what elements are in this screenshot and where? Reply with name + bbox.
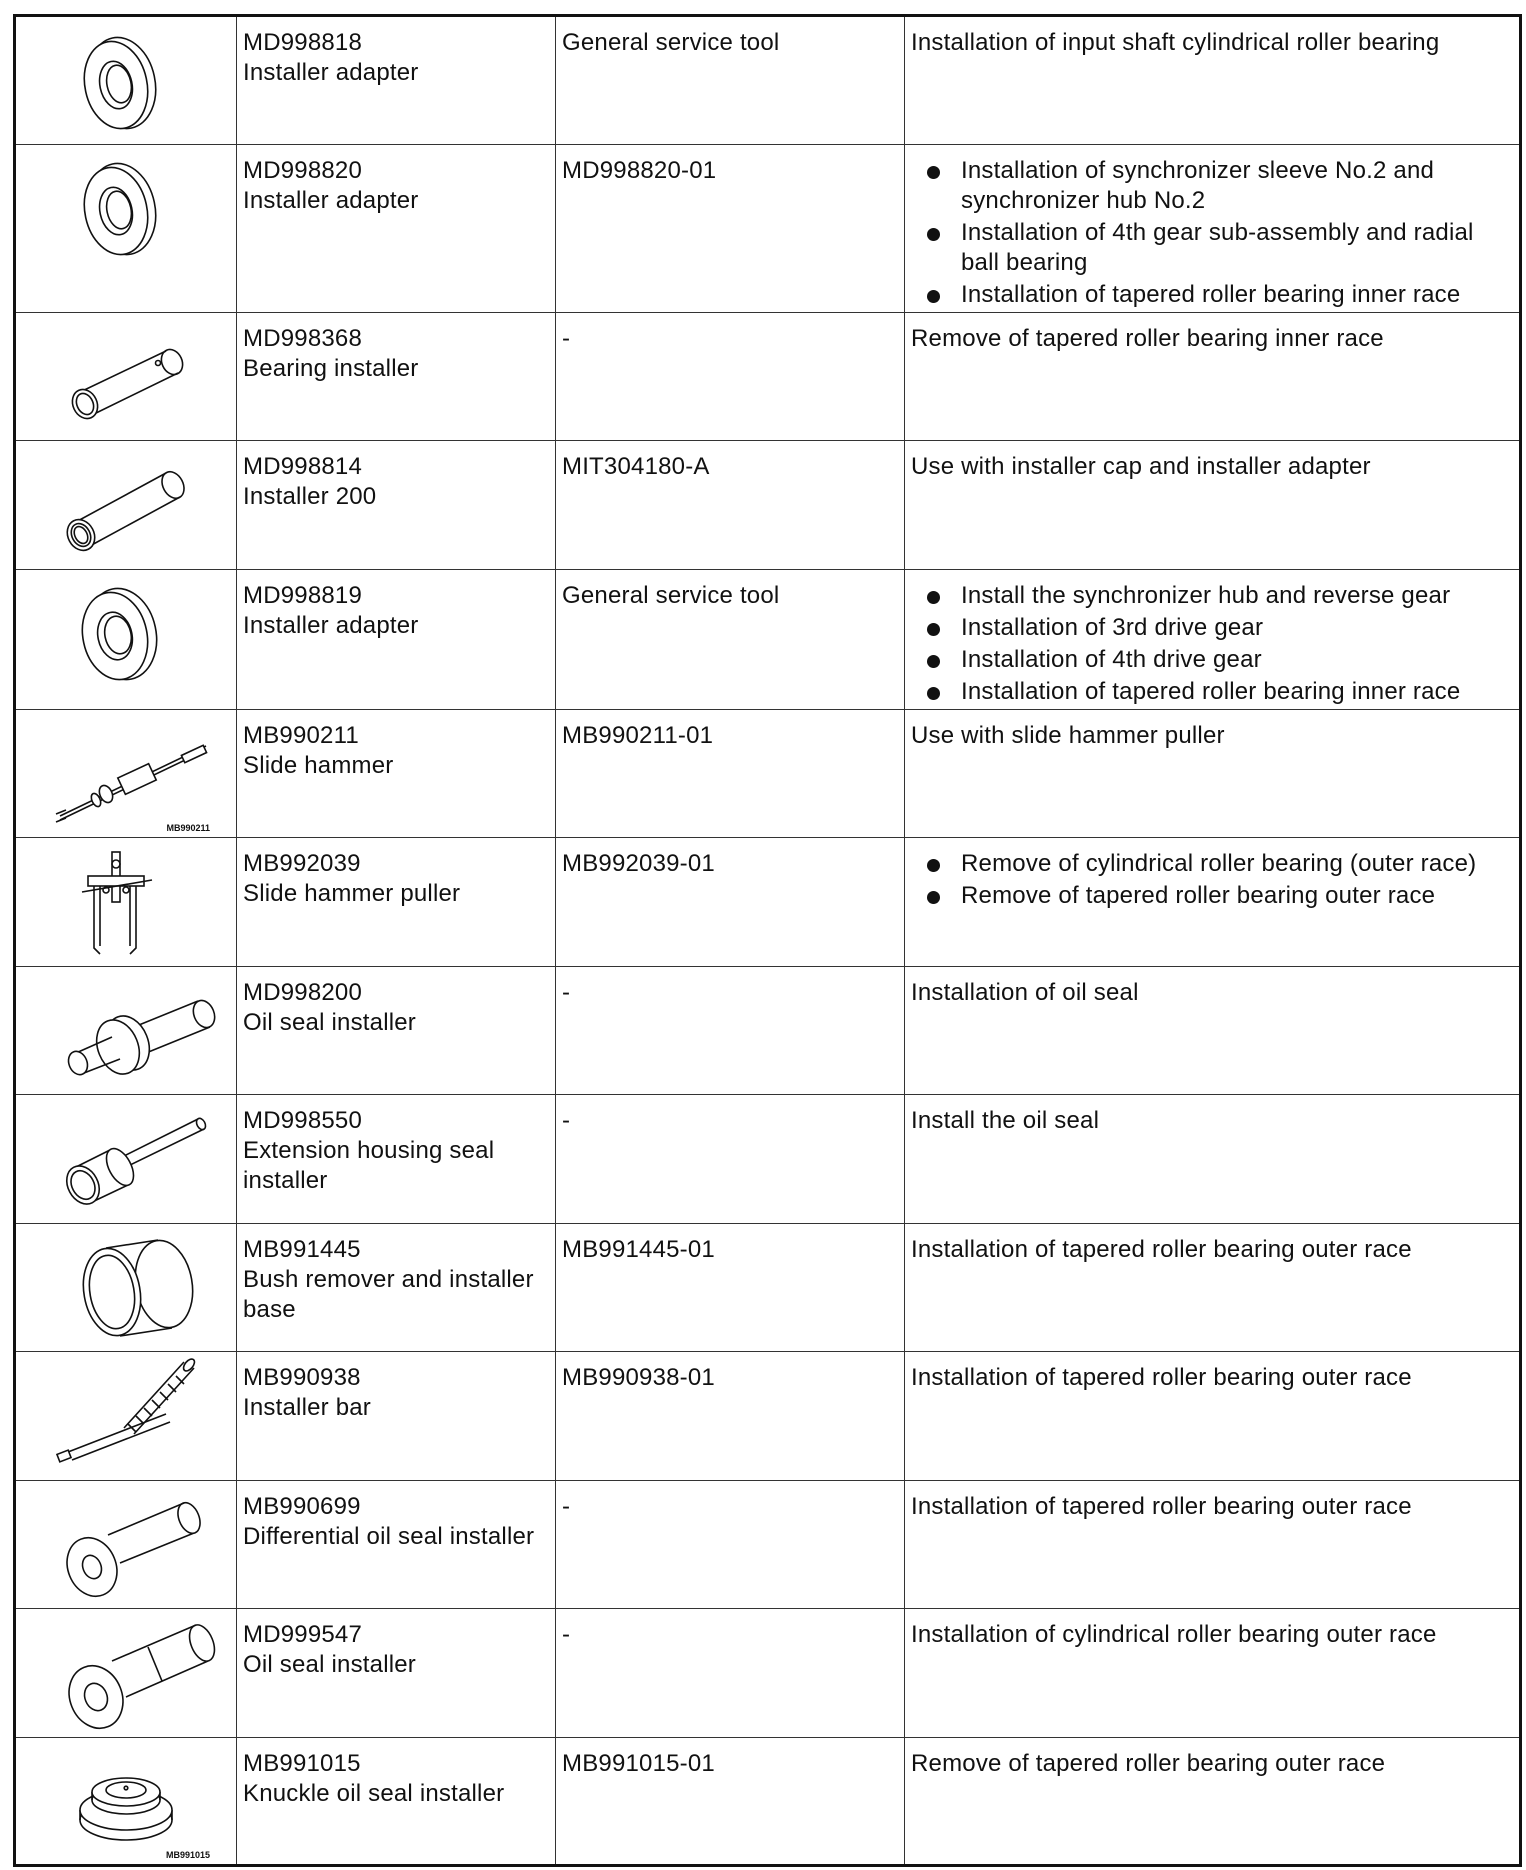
tool-name: Bush remover and installer base <box>243 1265 534 1323</box>
application-cell <box>905 569 1521 709</box>
application-text: Installation of tapered roller bearing outer race <box>911 1492 1412 1520</box>
part-number-cell <box>556 709 905 838</box>
tool-name-cell <box>237 709 556 838</box>
tool-name: Oil seal installer <box>243 1651 416 1678</box>
application-item: Installation of tapered roller bearing inner race <box>911 677 1511 707</box>
tool-code: MB990699 <box>243 1492 361 1520</box>
tool-name-cell <box>237 1095 556 1224</box>
application-cell <box>905 966 1521 1095</box>
tool-illustration-cell <box>15 16 237 145</box>
application-list <box>911 156 1511 310</box>
tool-illustration-cell <box>15 1609 237 1738</box>
seal-installer-icon <box>16 1095 236 1223</box>
application-list <box>911 581 1511 707</box>
application-cell <box>905 1609 1521 1738</box>
part-number-cell <box>556 1737 905 1866</box>
table-row <box>15 1223 1521 1352</box>
part-number: MD998820-01 <box>562 156 717 184</box>
table-row <box>15 1480 1521 1609</box>
part-number-cell <box>556 312 905 441</box>
application-cell <box>905 441 1521 570</box>
table-row <box>15 1609 1521 1738</box>
tool-name-cell <box>237 16 556 145</box>
application-cell <box>905 1095 1521 1224</box>
tool-name-cell <box>237 966 556 1095</box>
application-item: Installation of tapered roller bearing inner race <box>911 280 1511 310</box>
tool-illustration-cell <box>15 1223 237 1352</box>
application-text: Installation of input shaft cylindrical roller bearing <box>911 29 1440 56</box>
application-text: Remove of tapered roller bearing inner race <box>911 324 1384 352</box>
tool-name-cell <box>237 1352 556 1481</box>
application-item: Installation of 4th drive gear <box>911 645 1511 675</box>
tool-name-cell <box>237 838 556 967</box>
tool-code: MD998818 <box>243 29 363 56</box>
application-item: Installation of 3rd drive gear <box>911 613 1511 643</box>
illustration-caption: MB990211 <box>166 823 210 833</box>
part-number: MIT304180-A <box>562 453 710 480</box>
tool-illustration-cell <box>15 709 237 838</box>
application-cell <box>905 16 1521 145</box>
part-number: - <box>562 1492 571 1520</box>
tool-illustration-cell <box>15 838 237 967</box>
tube-installer-icon <box>16 313 236 441</box>
part-number: General service tool <box>562 29 780 56</box>
application-cell <box>905 1480 1521 1609</box>
table-row <box>15 441 1521 570</box>
application-text: Remove of tapered roller bearing outer race <box>911 1749 1386 1777</box>
table-row <box>15 312 1521 441</box>
part-number: MB990938-01 <box>562 1364 715 1391</box>
tool-illustration-cell <box>15 1095 237 1224</box>
tool-code: MD998550 <box>243 1107 363 1134</box>
part-number-cell <box>556 966 905 1095</box>
application-text: Use with slide hammer puller <box>911 721 1225 749</box>
part-number: - <box>562 1107 571 1134</box>
application-text: Installation of cylindrical roller bearing outer race <box>911 1621 1437 1648</box>
tool-name: Differential oil seal installer <box>243 1522 535 1550</box>
oil-seal-installer-icon <box>16 1609 236 1737</box>
tool-code: MB990211 <box>243 721 359 749</box>
tube-installer-icon <box>16 441 236 569</box>
ring-adapter-icon <box>16 17 236 145</box>
application-item: Installation of 4th gear sub-assembly and radial ball bearing <box>911 218 1511 278</box>
table-row <box>15 144 1521 312</box>
tool-name: Bearing installer <box>243 354 419 382</box>
tool-code: MB991445 <box>243 1235 361 1263</box>
part-number-cell <box>556 1480 905 1609</box>
slide-hammer-icon <box>16 710 236 838</box>
tool-name: Installer 200 <box>243 483 377 510</box>
tool-code: MB991015 <box>243 1749 361 1777</box>
tool-illustration-cell <box>15 1480 237 1609</box>
tool-name: Slide hammer <box>243 751 394 779</box>
tool-name: Installer adapter <box>243 611 419 639</box>
table-row <box>15 1352 1521 1481</box>
part-number: MB990211-01 <box>562 721 714 749</box>
application-cell <box>905 144 1521 312</box>
tool-code: MD998820 <box>243 156 363 184</box>
application-text: Installation of tapered roller bearing outer race <box>911 1364 1412 1391</box>
tool-code: MD998368 <box>243 324 363 352</box>
application-text: Install the oil seal <box>911 1107 1100 1134</box>
table-row <box>15 709 1521 838</box>
ring-adapter-icon <box>16 145 236 273</box>
table-row <box>15 16 1521 145</box>
application-text: Use with installer cap and installer adapter <box>911 453 1371 480</box>
application-cell <box>905 1737 1521 1866</box>
special-tools-table <box>13 14 1522 1867</box>
tool-illustration-cell <box>15 1737 237 1866</box>
tool-code: MD998200 <box>243 978 363 1006</box>
table-row <box>15 1095 1521 1224</box>
part-number-cell <box>556 16 905 145</box>
application-cell <box>905 1352 1521 1481</box>
part-number: - <box>562 324 571 352</box>
puller-icon <box>16 838 236 966</box>
part-number: MB991015-01 <box>562 1749 715 1777</box>
part-number-cell <box>556 1609 905 1738</box>
tool-code: MD999547 <box>243 1621 363 1648</box>
part-number: MB992039-01 <box>562 850 715 877</box>
application-item: Installation of synchronizer sleeve No.2 and synchronizer hub No.2 <box>911 156 1511 216</box>
part-number: - <box>562 978 571 1006</box>
tool-illustration-cell <box>15 966 237 1095</box>
tool-name: Slide hammer puller <box>243 880 461 907</box>
tool-code: MB990938 <box>243 1364 361 1391</box>
ring-adapter-icon <box>16 570 236 698</box>
diff-seal-installer-icon <box>16 1481 236 1609</box>
tool-name-cell <box>237 144 556 312</box>
tool-name: Installer adapter <box>243 186 419 214</box>
tool-code: MB992039 <box>243 850 361 877</box>
application-text: Installation of oil seal <box>911 978 1139 1006</box>
part-number: - <box>562 1621 571 1648</box>
tool-illustration-cell <box>15 569 237 709</box>
table-row <box>15 569 1521 709</box>
tool-code: MD998819 <box>243 581 363 609</box>
application-cell <box>905 312 1521 441</box>
table-row <box>15 1737 1521 1866</box>
part-number-cell <box>556 838 905 967</box>
tool-name-cell <box>237 1223 556 1352</box>
tool-name: Oil seal installer <box>243 1008 416 1036</box>
tool-name-cell <box>237 441 556 570</box>
application-cell <box>905 1223 1521 1352</box>
part-number-cell <box>556 1223 905 1352</box>
application-cell <box>905 838 1521 967</box>
application-cell <box>905 709 1521 838</box>
part-number-cell <box>556 1352 905 1481</box>
part-number-cell <box>556 441 905 570</box>
tool-name-cell <box>237 312 556 441</box>
application-item: Remove of cylindrical roller bearing (outer race) <box>911 849 1511 879</box>
table-row <box>15 966 1521 1095</box>
tool-name: Installer bar <box>243 1394 371 1421</box>
illustration-caption: MB991015 <box>165 1850 210 1860</box>
tool-name-cell <box>237 1480 556 1609</box>
tool-name-cell <box>237 1737 556 1866</box>
tool-illustration-cell <box>15 144 237 312</box>
tool-illustration-cell <box>15 312 237 441</box>
table-row <box>15 838 1521 967</box>
tool-name-cell <box>237 569 556 709</box>
application-item: Install the synchronizer hub and reverse gear <box>911 581 1511 611</box>
tool-code: MD998814 <box>243 453 363 480</box>
bush-base-icon <box>16 1224 236 1352</box>
tool-name: Installer adapter <box>243 59 419 86</box>
knuckle-seal-installer-icon <box>16 1738 236 1866</box>
part-number-cell <box>556 1095 905 1224</box>
application-item: Remove of tapered roller bearing outer race <box>911 881 1511 911</box>
installer-bar-icon <box>16 1352 236 1480</box>
application-text: Installation of tapered roller bearing outer race <box>911 1235 1412 1263</box>
part-number: General service tool <box>562 581 780 609</box>
tool-name-cell <box>237 1609 556 1738</box>
part-number-cell <box>556 144 905 312</box>
tool-name: Knuckle oil seal installer <box>243 1779 505 1807</box>
tool-illustration-cell <box>15 441 237 570</box>
oil-seal-installer-icon <box>16 967 236 1095</box>
part-number: MB991445-01 <box>562 1235 715 1263</box>
application-list <box>911 849 1511 911</box>
tool-name: Extension housing seal installer <box>243 1137 495 1194</box>
tool-illustration-cell <box>15 1352 237 1481</box>
part-number-cell <box>556 569 905 709</box>
